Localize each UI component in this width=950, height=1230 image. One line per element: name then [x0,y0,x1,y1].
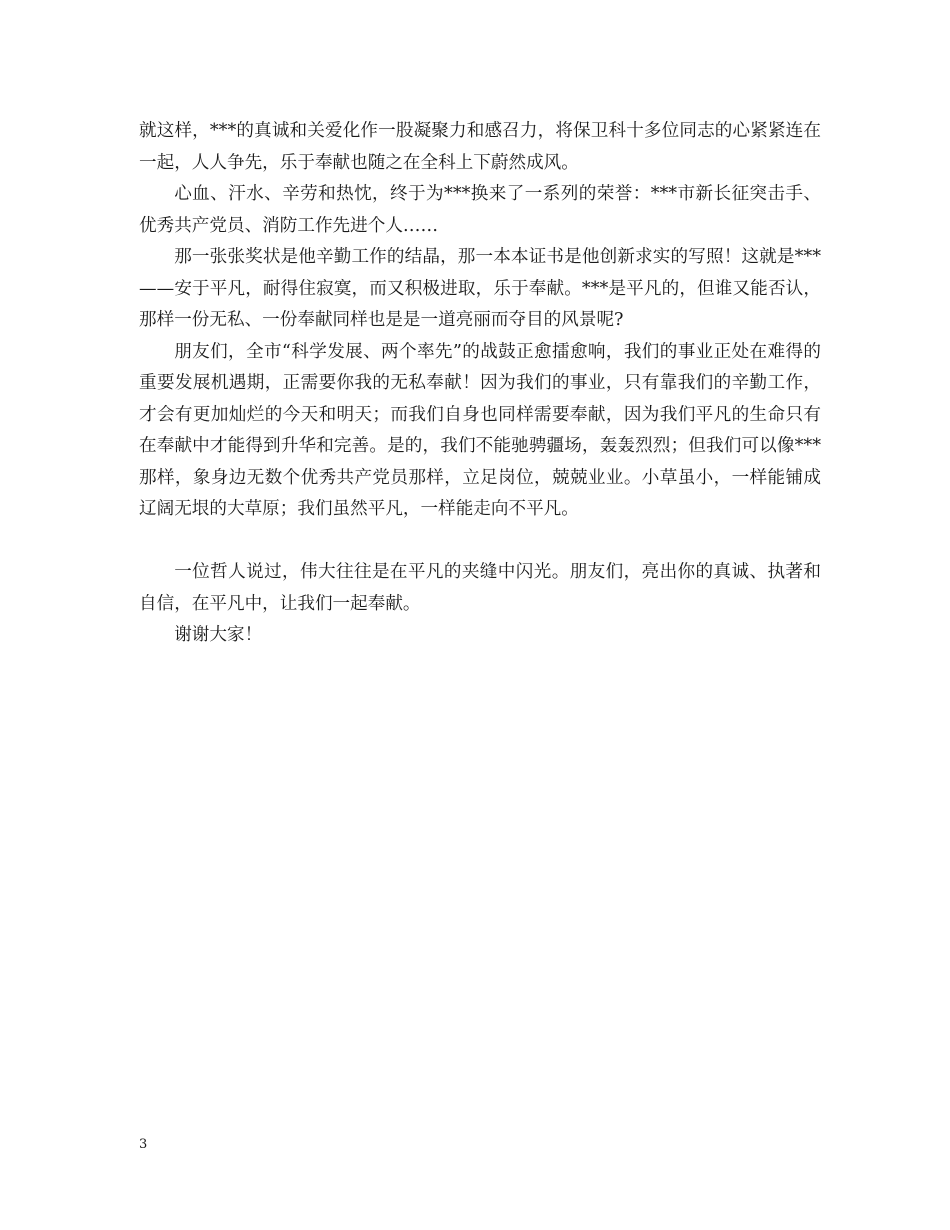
paragraph-spacer [139,526,821,558]
page-number: 3 [139,1137,148,1152]
paragraph-1: 就这样，***的真诚和关爱化作一股凝聚力和感召力，将保卫科十多位同志的心紧紧连在一起，人人争先，乐于奉献也随之在全科上下蔚然成风。 [139,121,821,173]
paragraph-5: 一位哲人说过，伟大往往是在平凡的夹缝中闪光。朋友们，亮出你的真诚、执著和自信，在平凡中，让我们一起奉献。 [139,562,821,614]
closing-line: 谢谢大家！ [174,625,263,645]
document-body [139,116,821,652]
paragraph-4: 朋友们，全市“科学发展、两个率先”的战鼓正愈擂愈响，我们的事业正处在难得的重要发展机遇期，正需要你我的无私奉献！因为我们的事业，只有靠我们的辛勤工作，才会有更加灿烂的今天和明天；而我们自身也同样需要奉献，因为我们平凡的生命只有在奉献中才能得到升华和完善。是的，我们不能驰骋疆场，轰轰烈烈；但我们可以像***那样，象身边无数个优秀共产党员那样，立足岗位，兢兢业业。小草虽小，一样能铺成辽阔无垠的大草原；我们虽然平凡，一样能走向不平凡。 [139,341,821,519]
paragraph-3: 那一张张奖状是他辛勤工作的结晶，那一本本证书是他创新求实的写照！这就是***——安于平凡，耐得住寂寞，而又积极进取，乐于奉献。***是平凡的，但谁又能否认，那样一份无私、一份奉献同样也是是一道亮丽而夺目的风景呢? [139,247,821,330]
paragraph-2: 心血、汗水、辛劳和热忱，终于为***换来了一系列的荣誉：***市新长征突击手、优秀共产党员、消防工作先进个人…… [139,184,821,236]
